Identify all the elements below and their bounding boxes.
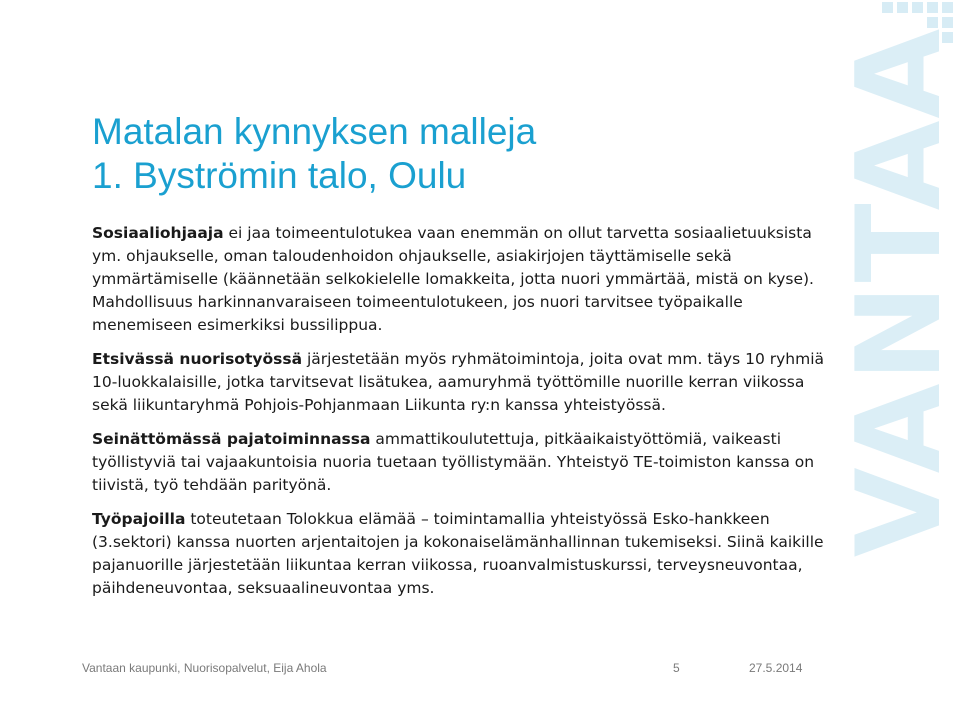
paragraph-text: järjestetään myös ryhmätoimintoja, joita ovat mm. täys 10 ryhmiä 10-luokkalaisille, jotka tarvitsevat lisätukea, aamuryhmä työttömille nuorille kerran viikossa sekä liikuntaryhmä Pohjois-Pohjanmaan Liikunta ry:n kanssa yhteistyössä. (92, 350, 825, 414)
brand-word: VANTAA (832, 26, 967, 558)
paragraph (92, 508, 830, 600)
paragraph-lead: Sosiaaliohjaaja (92, 224, 224, 242)
paragraph-text: toteutetaan Tolokkua elämää – toimintamallia yhteistyössä Esko-hankkeen (3.sektori) kanssa nuorten arjentaitojen ja kokonaiselämänhallinnan tukemiseksi. Siinä kaikille pajanuorille järjestetään liikuntaa kerran viikossa, ruoanvalmistuskurssi, terveysneuvontaa, päihdeneuvontaa, seksuaalineuvontaa yms. (92, 510, 824, 597)
paragraph-lead: Etsivässä nuorisotyössä (92, 350, 303, 368)
brand-logo (832, 26, 967, 558)
page-title (92, 110, 812, 198)
paragraph (92, 428, 830, 497)
corner-square (912, 2, 923, 13)
paragraph-lead: Työpajoilla (92, 510, 186, 528)
paragraph-text: ammattikoulutettuja, pitkäaikaistyöttömiä, vaikeasti työllistyviä tai vajaakuntoisia nuoria tuetaan työllistymään. Yhteistyö TE-toimiston kanssa on tiivistä, työ tehdään parityönä. (92, 430, 815, 494)
body-text (92, 222, 830, 611)
title-line-2: 1. Byströmin talo, Oulu (92, 155, 467, 196)
corner-square (897, 2, 908, 13)
corner-square (942, 2, 953, 13)
footer-source: Vantaan kaupunki, Nuorisopalvelut, Eija Ahola (82, 661, 327, 675)
title-line-1: Matalan kynnyksen malleja (92, 111, 537, 152)
paragraph-lead: Seinättömässä pajatoiminnassa (92, 430, 371, 448)
page-number: 5 (673, 661, 680, 675)
footer-date: 27.5.2014 (749, 661, 803, 675)
paragraph (92, 348, 830, 417)
paragraph-text: ei jaa toimeentulotukea vaan enemmän on ollut tarvetta sosiaalietuuksista ym. ohjaukselle, oman taloudenhoidon ohjaukselle, asiakirjojen täyttämiselle sekä ymmärtämiselle (käännetään selkokielelle lomakkeita, jotta nuori ymmärtää, mistä on kyse). Mahdollisuus harkinnanvaraiseen toimeentulotukeen, jos nuori tarvitsee työpaikalle menemiseen esimerkiksi bussilippua. (92, 224, 814, 334)
corner-square (882, 2, 893, 13)
paragraph (92, 222, 830, 337)
corner-square (927, 2, 938, 13)
